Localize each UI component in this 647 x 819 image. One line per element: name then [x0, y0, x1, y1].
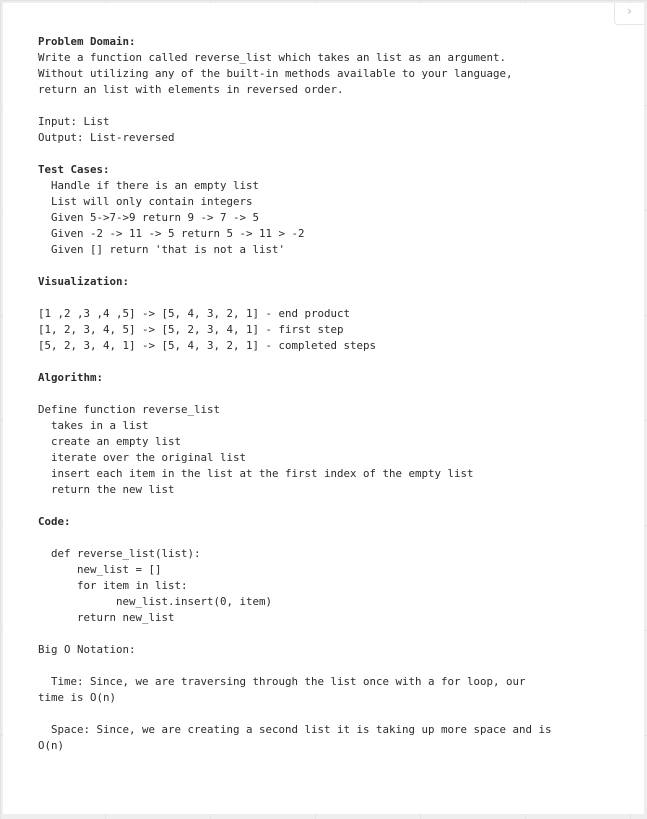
code-heading: Code:: [38, 515, 71, 528]
problem-domain-heading: Problem Domain:: [38, 35, 136, 48]
code-line: def reverse_list(list):: [38, 547, 201, 560]
visualization-heading: Visualization:: [38, 275, 130, 288]
visualization-line: [1 ,2 ,3 ,4 ,5] -> [5, 4, 3, 2, 1] - end product: [38, 307, 351, 320]
document-page: [3, 3, 644, 814]
big-o-space-line: O(n): [38, 739, 65, 752]
big-o-time-line: Time: Since, we are traversing through the list once with a for loop, our: [38, 675, 526, 688]
input-line: Input: List: [38, 115, 110, 128]
visualization-line: [1, 2, 3, 4, 5] -> [5, 2, 3, 4, 1] - first step: [38, 323, 344, 336]
readme-content: [38, 34, 638, 754]
blank-line: [38, 258, 638, 274]
chevron-right-icon: ›: [627, 4, 632, 18]
big-o-time-line: time is O(n): [38, 691, 117, 704]
algorithm-heading: Algorithm:: [38, 371, 104, 384]
test-case-line: Given -2 -> 11 -> 5 return 5 -> 11 > -2: [38, 227, 305, 240]
algorithm-line: Define function reverse_list: [38, 403, 221, 416]
algorithm-line: takes in a list: [38, 419, 149, 432]
visualization-line: [5, 2, 3, 4, 1] -> [5, 4, 3, 2, 1] - completed steps: [38, 339, 377, 352]
blank-line: [38, 658, 638, 674]
algorithm-line: return the new list: [38, 483, 175, 496]
problem-domain-line: Write a function called reverse_list which takes an list as an argument.: [38, 51, 507, 64]
blank-line: [38, 386, 638, 402]
big-o-space-line: Space: Since, we are creating a second list it is taking up more space and is: [38, 723, 552, 736]
blank-line: [38, 626, 638, 642]
blank-line: [38, 98, 638, 114]
blank-line: [38, 290, 638, 306]
problem-domain-line: return an list with elements in reversed order.: [38, 83, 344, 96]
problem-domain-line: Without utilizing any of the built-in methods available to your language,: [38, 67, 513, 80]
blank-line: [38, 530, 638, 546]
output-line: Output: List-reversed: [38, 131, 175, 144]
blank-line: [38, 498, 638, 514]
test-cases-heading: Test Cases:: [38, 163, 110, 176]
blank-line: [38, 146, 638, 162]
code-line: new_list = []: [38, 563, 162, 576]
algorithm-line: insert each item in the list at the first index of the empty list: [38, 467, 474, 480]
test-case-line: Given [] return 'that is not a list': [38, 243, 286, 256]
test-case-line: Given 5->7->9 return 9 -> 7 -> 5: [38, 211, 260, 224]
big-o-heading: Big O Notation:: [38, 643, 136, 656]
corner-toggle-button[interactable]: [614, 3, 644, 25]
code-line: return new_list: [38, 611, 175, 624]
code-line: for item in list:: [38, 579, 188, 592]
blank-line: [38, 354, 638, 370]
test-case-line: List will only contain integers: [38, 195, 253, 208]
algorithm-line: create an empty list: [38, 435, 182, 448]
code-line: new_list.insert(0, item): [38, 595, 273, 608]
algorithm-line: iterate over the original list: [38, 451, 247, 464]
blank-line: [38, 706, 638, 722]
test-case-line: Handle if there is an empty list: [38, 179, 260, 192]
